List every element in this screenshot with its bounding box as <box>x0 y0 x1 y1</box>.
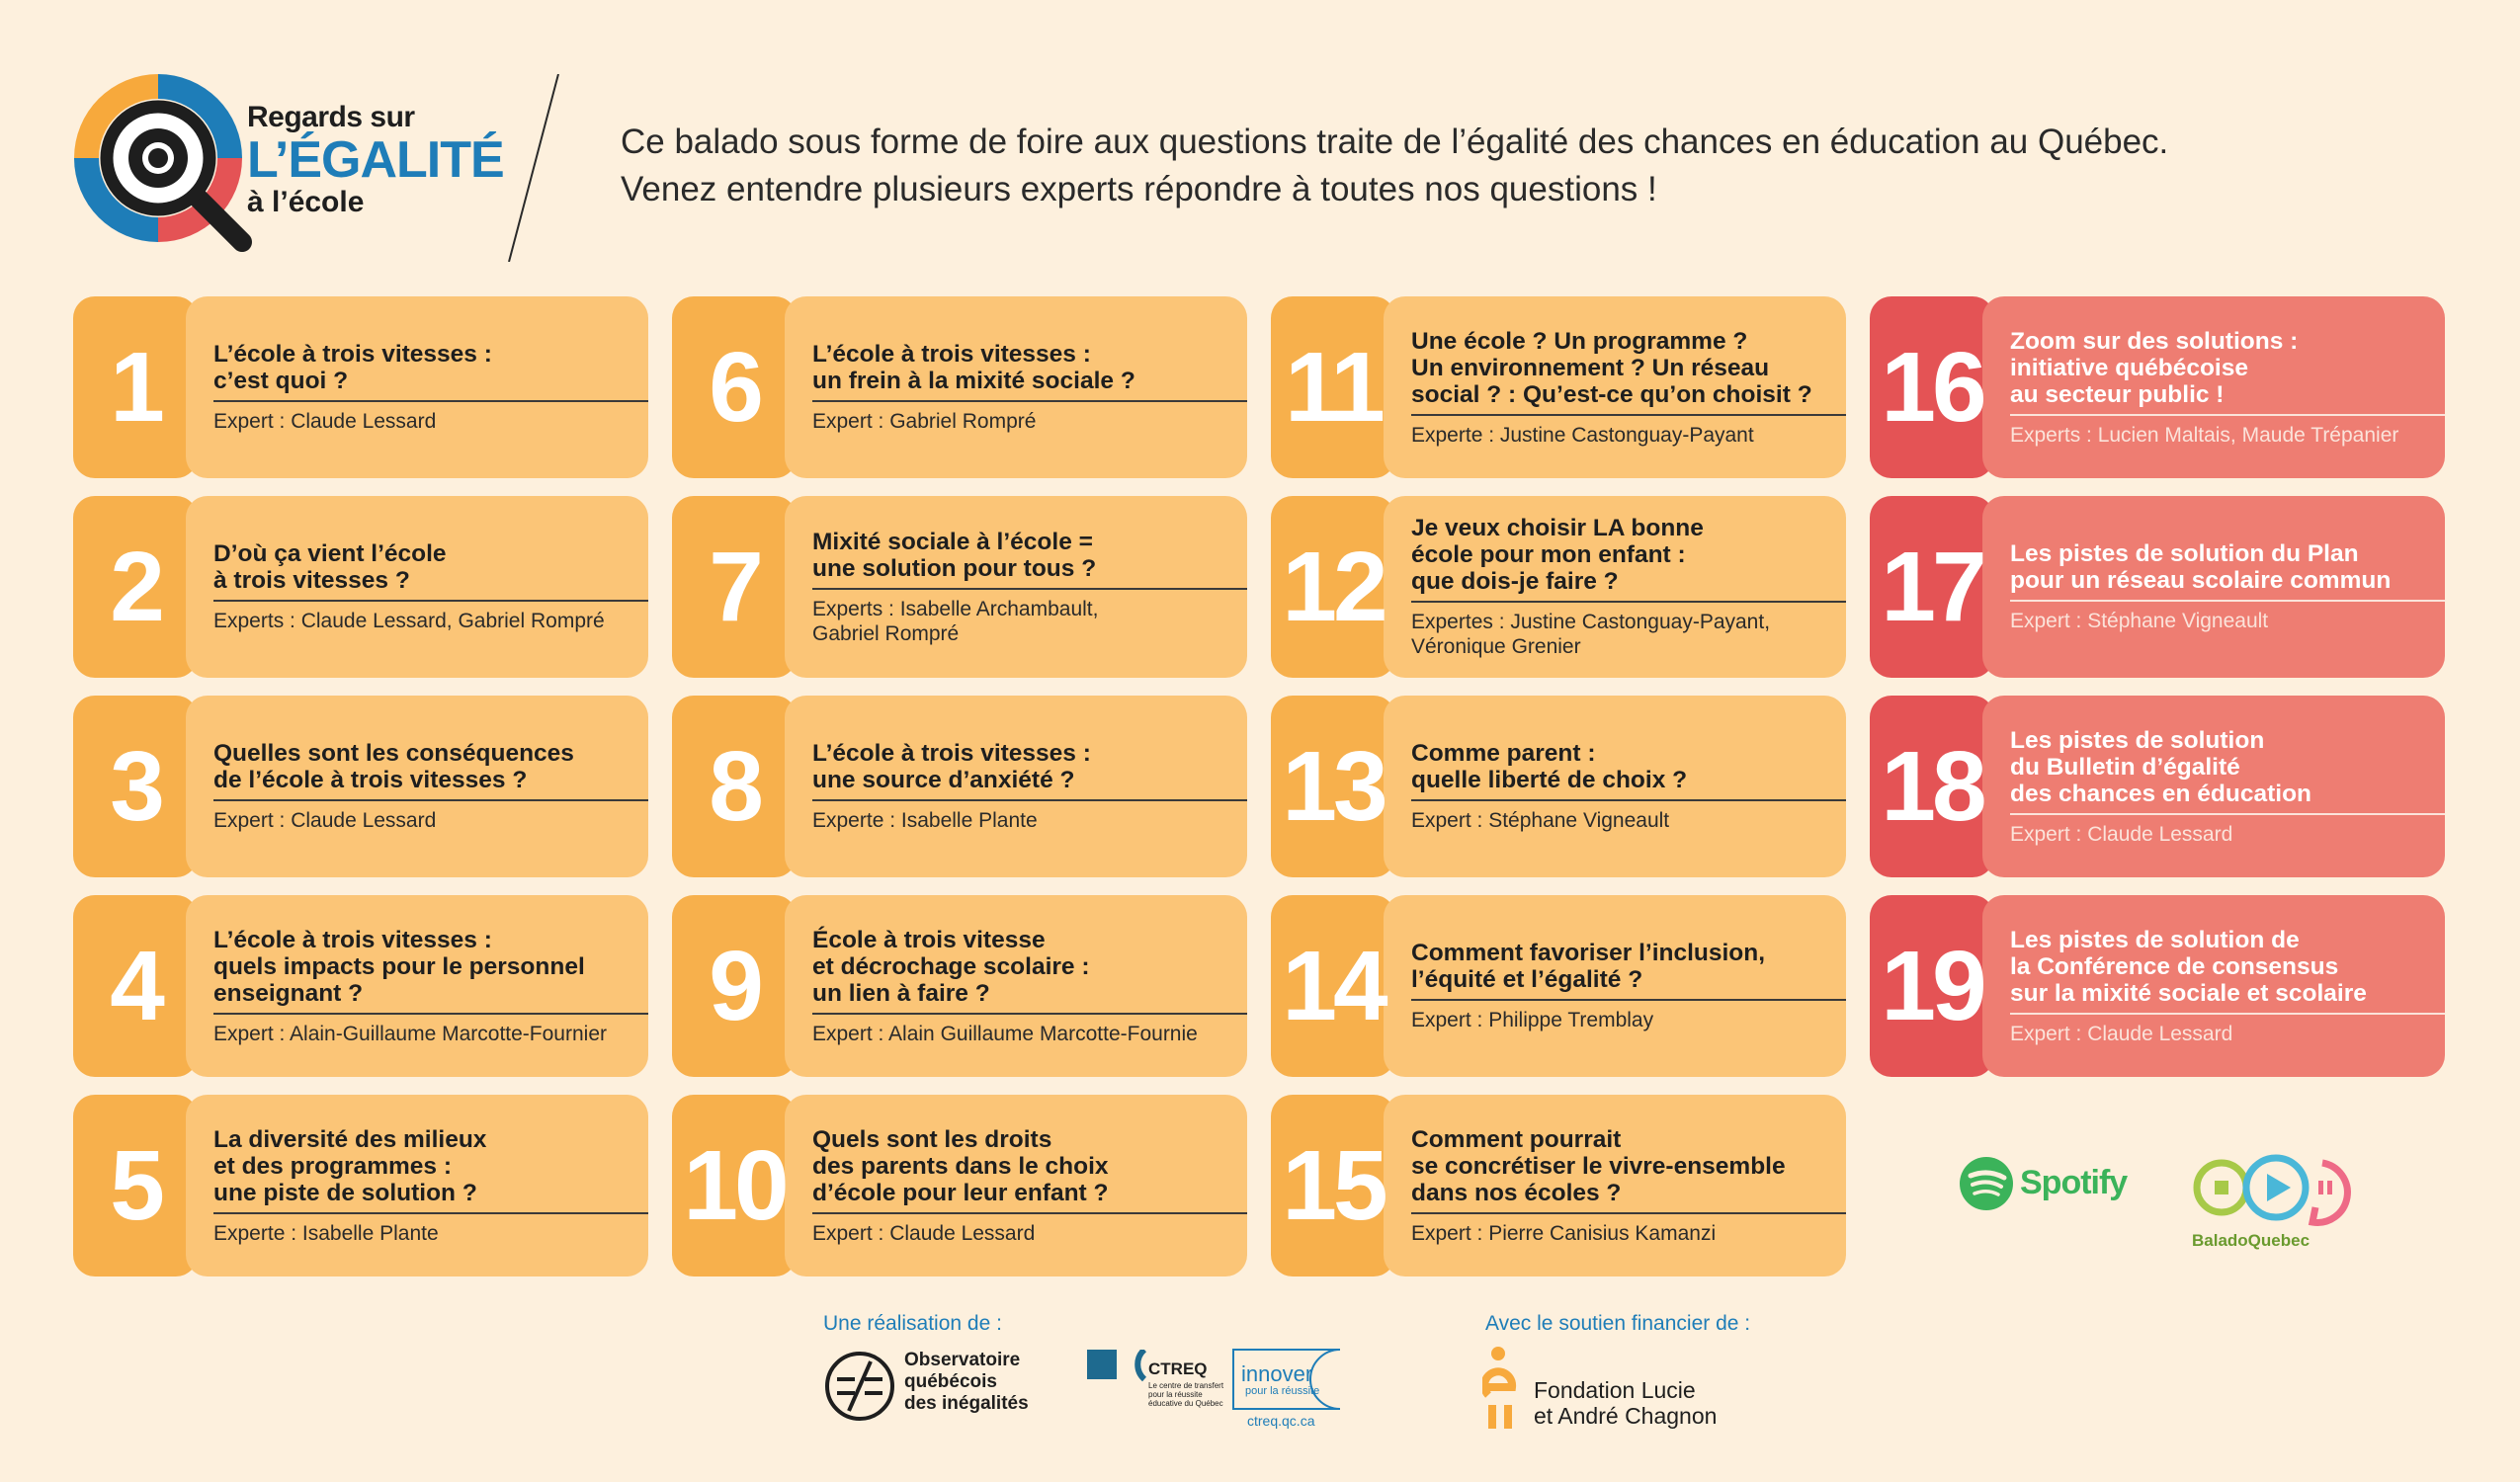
fondation-name: Fondation Lucie et André Chagnon <box>1534 1377 1718 1429</box>
episode-number: 15 <box>1282 1129 1385 1241</box>
episode-divider <box>2010 813 2445 815</box>
episode-expert: Expert : Stéphane Vigneault <box>1411 809 1670 832</box>
episode-expert: Experts : Claude Lessard, Gabriel Rompré <box>213 610 605 632</box>
episode-expert: Expert : Claude Lessard <box>2010 1022 2233 1045</box>
episode-divider <box>2010 600 2445 602</box>
innover-text: innover <box>1241 1361 1313 1386</box>
episode-body <box>186 296 648 478</box>
episode-divider <box>2010 1013 2445 1015</box>
episode-question: Une école ? Un programme ? Un environnement ? Un réseau social ? : Qu’est-ce qu’on choisit ? <box>1411 327 1812 408</box>
episode-body <box>186 696 648 877</box>
episode-body <box>1384 696 1846 877</box>
episode-body <box>1384 895 1846 1077</box>
episode-card-2[interactable] <box>73 496 648 678</box>
oqi-logo <box>823 1350 1029 1428</box>
episode-question: L’école à trois vitesses : c’est quoi ? <box>213 341 492 394</box>
episode-question: Zoom sur des solutions : initiative québécoise au secteur public ! <box>2010 327 2299 408</box>
episode-body <box>785 496 1247 678</box>
episode-card-5[interactable] <box>73 1095 648 1276</box>
episode-card-7[interactable] <box>672 496 1247 678</box>
episode-divider <box>1411 414 1846 416</box>
episode-question: Mixité sociale à l’école = une solution pour tous ? <box>812 528 1097 582</box>
baladoquebec-label: BaladoQuebec <box>2192 1231 2310 1250</box>
episode-number: 7 <box>709 531 760 642</box>
episode-body <box>1384 296 1846 478</box>
episode-body <box>785 1095 1247 1276</box>
oqi-name: Observatoire québécois des inégalités <box>904 1350 1029 1414</box>
intro-text <box>621 119 2168 213</box>
header <box>0 0 2520 277</box>
episode-card-19[interactable] <box>1870 895 2445 1077</box>
episode-card-8[interactable] <box>672 696 1247 877</box>
spotify-label: Spotify <box>2020 1164 2128 1201</box>
episode-expert: Expert : Gabriel Rompré <box>812 410 1037 433</box>
episode-body <box>785 696 1247 877</box>
episode-body <box>1982 696 2445 877</box>
episode-card-13[interactable] <box>1271 696 1846 877</box>
baladoquebec-icon <box>2192 1148 2360 1237</box>
episode-card-1[interactable] <box>73 296 648 478</box>
episode-expert: Expert : Alain Guillaume Marcotte-Fournie <box>812 1022 1198 1045</box>
episode-number: 9 <box>709 930 760 1041</box>
episode-body <box>1982 895 2445 1077</box>
episode-question: L’école à trois vitesses : une source d’anxiété ? <box>812 740 1091 793</box>
episode-number: 1 <box>110 331 161 443</box>
episode-card-11[interactable] <box>1271 296 1846 478</box>
intro-line-1: Ce balado sous forme de foire aux questions traite de l’égalité des chances en éducation au Québec. <box>621 123 2169 161</box>
episode-expert: Experte : Isabelle Plante <box>213 1221 439 1245</box>
ctreq-name: CTREQ <box>1148 1359 1208 1378</box>
episode-body <box>785 895 1247 1077</box>
spotify-icon <box>1959 1156 2014 1211</box>
episode-body <box>186 1095 648 1276</box>
episode-body <box>1384 496 1846 678</box>
oqi-icon <box>823 1350 896 1423</box>
episode-divider <box>812 588 1247 590</box>
episode-question: L’école à trois vitesses : quels impacts pour le personnel enseignant ? <box>213 926 585 1007</box>
episode-question: Comment favoriser l’inclusion, l’équité et l’égalité ? <box>1411 940 1766 993</box>
episode-number: 16 <box>1881 331 1983 443</box>
episode-divider <box>812 799 1247 801</box>
episode-number: 2 <box>110 531 161 642</box>
episode-number: 3 <box>110 730 161 842</box>
logo-line-3: à l’école <box>247 186 365 218</box>
episode-divider <box>213 600 648 602</box>
episode-number: 18 <box>1881 730 1983 842</box>
episode-card-4[interactable] <box>73 895 648 1077</box>
logo-line-2: L’ÉGALITÉ <box>247 131 504 189</box>
episode-body <box>1982 496 2445 678</box>
episode-body <box>1384 1095 1846 1276</box>
episode-expert: Expert : Stéphane Vigneault <box>2010 610 2269 632</box>
logo-title <box>247 101 504 219</box>
episode-body <box>785 296 1247 478</box>
episode-divider <box>213 400 648 402</box>
episode-expert: Expert : Philippe Tremblay <box>1411 1009 1654 1031</box>
episode-expert: Experts : Lucien Maltais, Maude Trépanier <box>2010 423 2399 447</box>
episode-number: 5 <box>110 1129 161 1241</box>
episode-expert: Expert : Claude Lessard <box>812 1221 1036 1245</box>
episode-expert: Expert : Claude Lessard <box>213 410 437 433</box>
episode-expert: Expert : Alain-Guillaume Marcotte-Fournier <box>213 1022 607 1045</box>
episode-question: L’école à trois vitesses : un frein à la mixité sociale ? <box>812 341 1135 394</box>
ctreq-icon <box>1087 1350 1146 1385</box>
episode-question: Les pistes de solution de la Conférence de consensus sur la mixité sociale et scolaire <box>2010 926 2367 1007</box>
spotify-logo[interactable] <box>1959 1156 2137 1215</box>
magnifier-eye-icon <box>69 69 267 267</box>
episode-question: Quels sont les droits des parents dans le choix d’école pour leur enfant ? <box>812 1125 1109 1206</box>
episode-question: La diversité des milieux et des programmes : une piste de solution ? <box>213 1125 487 1206</box>
episode-card-12[interactable] <box>1271 496 1846 678</box>
episode-body <box>1982 296 2445 478</box>
fondation-icon <box>1482 1346 1528 1431</box>
episode-divider <box>1411 799 1846 801</box>
episode-divider <box>2010 414 2445 416</box>
episode-number: 6 <box>709 331 760 443</box>
episode-question: Quelles sont les conséquences de l’école à trois vitesses ? <box>213 740 574 793</box>
episode-question: Les pistes de solution du Bulletin d’égalité des chances en éducation <box>2010 726 2311 807</box>
fondation-logo <box>1482 1346 1739 1435</box>
episode-question: Je veux choisir LA bonne école pour mon enfant : que dois-je faire ? <box>1411 515 1704 595</box>
episode-card-17[interactable] <box>1870 496 2445 678</box>
episode-divider <box>1411 1212 1846 1214</box>
episode-number: 13 <box>1282 730 1385 842</box>
realisation-label: Une réalisation de : <box>823 1312 1002 1335</box>
episode-question: D’où ça vient l’école à trois vitesses ? <box>213 540 447 594</box>
episode-number: 8 <box>709 730 760 842</box>
episode-question: École à trois vitesse et décrochage scolaire : un lien à faire ? <box>812 926 1090 1007</box>
episode-card-9[interactable] <box>672 895 1247 1077</box>
episode-divider <box>812 1013 1247 1015</box>
episode-number: 10 <box>683 1129 786 1241</box>
episode-expert: Expert : Claude Lessard <box>2010 822 2233 846</box>
soutien-label: Avec le soutien financier de : <box>1485 1312 1751 1335</box>
episode-number: 17 <box>1881 531 1983 642</box>
episode-card-15[interactable] <box>1271 1095 1846 1276</box>
episode-card-16[interactable] <box>1870 296 2445 478</box>
episode-question: Les pistes de solution du Plan pour un réseau scolaire commun <box>2010 540 2392 594</box>
episode-expert: Experte : Justine Castonguay-Payant <box>1411 423 1754 447</box>
intro-line-2: Venez entendre plusieurs experts répondre à toutes nos questions ! <box>621 170 1657 208</box>
baladoquebec-logo[interactable] <box>2192 1148 2360 1257</box>
episode-expert: Experte : Isabelle Plante <box>812 809 1038 832</box>
ctreq-url[interactable]: ctreq.qc.ca <box>1247 1413 1315 1429</box>
ctreq-logo <box>1087 1348 1364 1427</box>
episode-divider <box>1411 999 1846 1001</box>
episode-expert: Experts : Isabelle Archambault, Gabriel Rompré <box>812 597 1099 645</box>
episode-card-18[interactable] <box>1870 696 2445 877</box>
innover-subtitle: pour la réussite <box>1245 1385 1320 1397</box>
episode-expert: Expert : Claude Lessard <box>213 809 437 832</box>
episode-divider <box>1411 601 1846 603</box>
episode-card-6[interactable] <box>672 296 1247 478</box>
episode-expert: Expertes : Justine Castonguay-Payant, Véronique Grenier <box>1411 611 1771 658</box>
podcast-logo <box>69 69 514 267</box>
episode-divider <box>812 400 1247 402</box>
episode-divider <box>213 1212 648 1214</box>
episode-divider <box>213 1013 648 1015</box>
episode-question: Comment pourrait se concrétiser le vivre-ensemble dans nos écoles ? <box>1411 1125 1786 1206</box>
episode-body <box>186 895 648 1077</box>
episode-number: 12 <box>1282 531 1385 642</box>
episode-card-14[interactable] <box>1271 895 1846 1077</box>
episode-number: 4 <box>110 930 161 1041</box>
episode-card-3[interactable] <box>73 696 648 877</box>
ctreq-subtitle: Le centre de transfert pour la réussite éducative du Québec <box>1148 1381 1224 1408</box>
episode-expert: Expert : Pierre Canisius Kamanzi <box>1411 1221 1717 1245</box>
episode-number: 19 <box>1881 930 1983 1041</box>
episode-divider <box>812 1212 1247 1214</box>
episode-body <box>186 496 648 678</box>
episode-card-10[interactable] <box>672 1095 1247 1276</box>
episode-number: 14 <box>1282 930 1385 1041</box>
episode-divider <box>213 799 648 801</box>
episode-number: 11 <box>1285 331 1382 443</box>
logo-line-1: Regards sur <box>247 101 415 133</box>
episode-question: Comme parent : quelle liberté de choix ? <box>1411 740 1688 793</box>
header-divider <box>504 74 563 262</box>
